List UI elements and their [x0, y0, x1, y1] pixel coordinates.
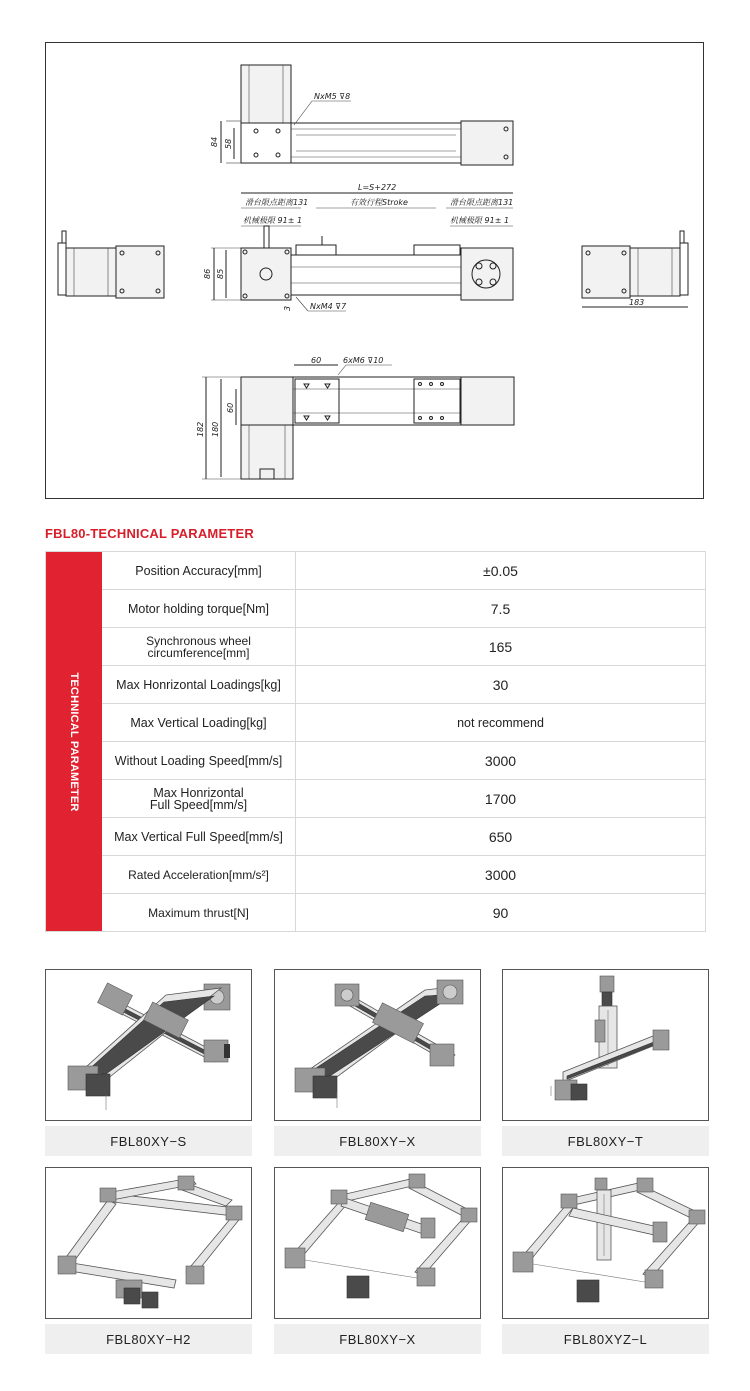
dim-dist-right: 滑台限点距离131 — [450, 198, 514, 207]
technical-drawing — [45, 42, 704, 499]
param-value: 3000 — [484, 752, 517, 769]
plan-left-block — [241, 377, 293, 425]
param-value: 3000 — [484, 866, 517, 883]
product-image[interactable] — [274, 1167, 481, 1319]
product-image[interactable] — [502, 1167, 709, 1319]
table-row — [102, 704, 705, 742]
param-label: Max Honrizontal Loadings[kg] — [102, 666, 296, 703]
plan-view — [196, 356, 514, 479]
param-label: Max Vertical Loading[kg] — [102, 704, 296, 741]
param-label: Synchronous wheel circumference[mm] — [102, 628, 296, 665]
param-label: Motor holding torque[Nm] — [102, 590, 296, 627]
param-label: Max Vertical Full Speed[mm/s] — [102, 818, 296, 855]
param-value: 90 — [492, 904, 509, 921]
table-row — [102, 628, 705, 666]
dim-nxm5: NxM5 ⊽8 — [314, 92, 351, 101]
param-value: 7.5 — [490, 600, 511, 617]
top-view — [210, 65, 513, 165]
section-title: FBL80-TECHNICAL PARAMETER — [45, 526, 254, 541]
dim-84: 84 — [210, 136, 219, 147]
left-side-view — [58, 231, 164, 298]
front-left-block — [241, 248, 291, 300]
top-motor — [241, 65, 291, 123]
param-value: ±0.05 — [483, 562, 518, 579]
table-row — [102, 666, 705, 704]
dim-total-length: L=S+272 — [358, 183, 397, 192]
dim-stroke: 有效行程Stroke — [350, 198, 408, 207]
dim-m6: 6xM6 ⊽10 — [343, 356, 384, 365]
product-caption: FBL80XY−X — [274, 1324, 481, 1354]
dim-dist-left: 滑台限点距离131 — [245, 198, 309, 207]
dim-3: 3 — [283, 305, 292, 311]
table-row — [102, 818, 705, 856]
param-value: 650 — [488, 828, 513, 845]
param-value: 165 — [488, 638, 513, 655]
dim-85: 85 — [216, 268, 225, 279]
table-row — [102, 552, 705, 590]
product-caption: FBL80XYZ−L — [502, 1324, 709, 1354]
parameter-side-label: TECHNICAL PARAMETER — [68, 672, 80, 812]
product-image[interactable] — [274, 969, 481, 1121]
dim-mech-left: 机械极限 91± 1 — [243, 216, 303, 225]
param-label: Without Loading Speed[mm/s] — [102, 742, 296, 779]
dim-mech-right: 机械极限 91± 1 — [450, 216, 510, 225]
dim-58: 58 — [224, 138, 233, 149]
table-row — [102, 856, 705, 894]
right-side-view — [582, 231, 688, 307]
parameter-rows — [102, 552, 705, 931]
dim-183: 183 — [629, 298, 645, 307]
product-image[interactable] — [45, 969, 252, 1121]
front-view — [203, 183, 513, 311]
param-value: not recommend — [457, 715, 544, 730]
product-caption: FBL80XY−T — [502, 1126, 709, 1156]
dim-180: 180 — [211, 421, 220, 437]
drawing-svg — [46, 43, 703, 498]
product-image[interactable] — [502, 969, 709, 1121]
parameter-table — [45, 551, 706, 932]
param-value: 30 — [492, 676, 509, 693]
param-label: Maximum thrust[N] — [102, 894, 296, 931]
table-row — [102, 894, 705, 932]
table-row — [102, 590, 705, 628]
table-row — [102, 742, 705, 780]
param-label: Position Accuracy[mm] — [102, 552, 296, 589]
product-caption: FBL80XY−H2 — [45, 1324, 252, 1354]
front-right-block — [461, 248, 513, 300]
product-caption: FBL80XY−X — [274, 1126, 481, 1156]
dim-60-top: 60 — [311, 356, 322, 365]
table-row — [102, 780, 705, 818]
param-label: Rated Acceleration[mm/s²] — [102, 856, 296, 893]
dim-nxm4: NxM4 ⊽7 — [310, 302, 347, 311]
product-caption: FBL80XY−S — [45, 1126, 252, 1156]
product-image[interactable] — [45, 1167, 252, 1319]
param-label: Max Honrizontal Full Speed[mm/s] — [102, 780, 296, 817]
param-value: 1700 — [484, 790, 517, 807]
dim-60-side: 60 — [226, 402, 235, 413]
dim-182: 182 — [196, 421, 205, 437]
parameter-side-bar — [46, 552, 102, 931]
dim-86: 86 — [203, 268, 212, 279]
